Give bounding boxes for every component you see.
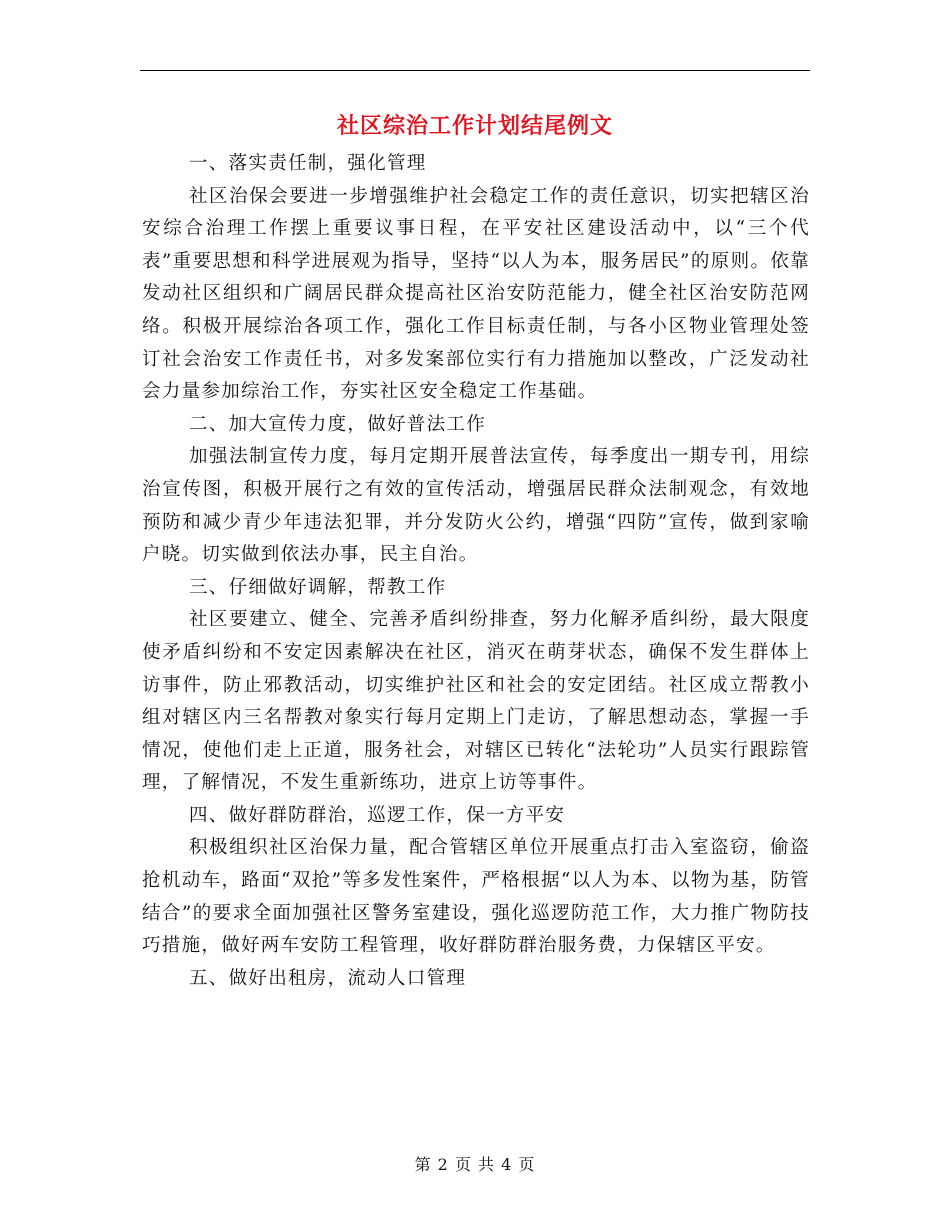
section-heading-5: 五、做好出租房，流动人口管理 [189,967,467,989]
section-heading-4: 四、做好群防群治，巡逻工作，保一方平安 [189,804,566,826]
paragraph-1: 社区治保会要进一步增强维护社会稳定工作的责任意识，切实把辖区治安综合治理工作摆上重要议事日程，在平安社区建设活动中，以“三个代表”重要思想和科学进展观为指导，坚持“以人为本，服务居民”的原则。依靠发动社区组织和广阔居民群众提高社区治安防范能力，健全社区治安防范网络。积极开展综治各项工作，强化工作目标责任制，与各小区物业管理处签订社会治安工作责任书，对多发案部位实行有力措施加以整改，广泛发动社会力量参加综治工作，夯实社区安全稳定工作基础。 [142,185,810,403]
paragraph-3: 社区要建立、健全、完善矛盾纠纷排查，努力化解矛盾纠纷，最大限度使矛盾纠纷和不安定因素解决在社区，消灭在萌芽状态，确保不发生群体上访事件，防止邪教活动，切实维护社区和社会的安定团结。社区成立帮教小组对辖区内三名帮教对象实行每月定期上门走访，了解思想动态，掌握一手情况，使他们走上正道，服务社会，对辖区已转化“法轮功”人员实行跟踪管理，了解情况，不发生重新练功，进京上访等事件。 [142,609,810,794]
page-number: 第 2 页 共 4 页 [414,1155,536,1174]
document-body [142,148,810,995]
paragraph-4: 积极组织社区治保力量，配合管辖区单位开展重点打击入室盗窃，偷盗抢机动车，路面“双抢”等多发性案件，严格根据“以人为本、以物为基，防管结合”的要求全面加强社区警务室建设，强化巡逻防范工作，大力推广物防技巧措施，做好两车安防工程管理，收好群防群治服务费，力保辖区平安。 [142,837,810,957]
section-heading-3: 三、仔细做好调解，帮教工作 [189,576,447,598]
section-heading-1: 一、落实责任制，强化管理 [189,153,427,174]
header-rule [140,70,810,71]
paragraph-2: 加强法制宣传力度，每月定期开展普法宣传，每季度出一期专刊，用综治宣传图，积极开展行之有效的宣传活动，增强居民群众法制观念，有效地预防和减少青少年违法犯罪，并分发防火公约，增强“四防”宣传，做到家喻户晓。切实做到依法办事，民主自治。 [142,446,810,566]
document-title: 社区综治工作计划结尾例文 [336,113,613,139]
section-heading-2: 二、加大宣传力度，做好普法工作 [189,413,487,435]
